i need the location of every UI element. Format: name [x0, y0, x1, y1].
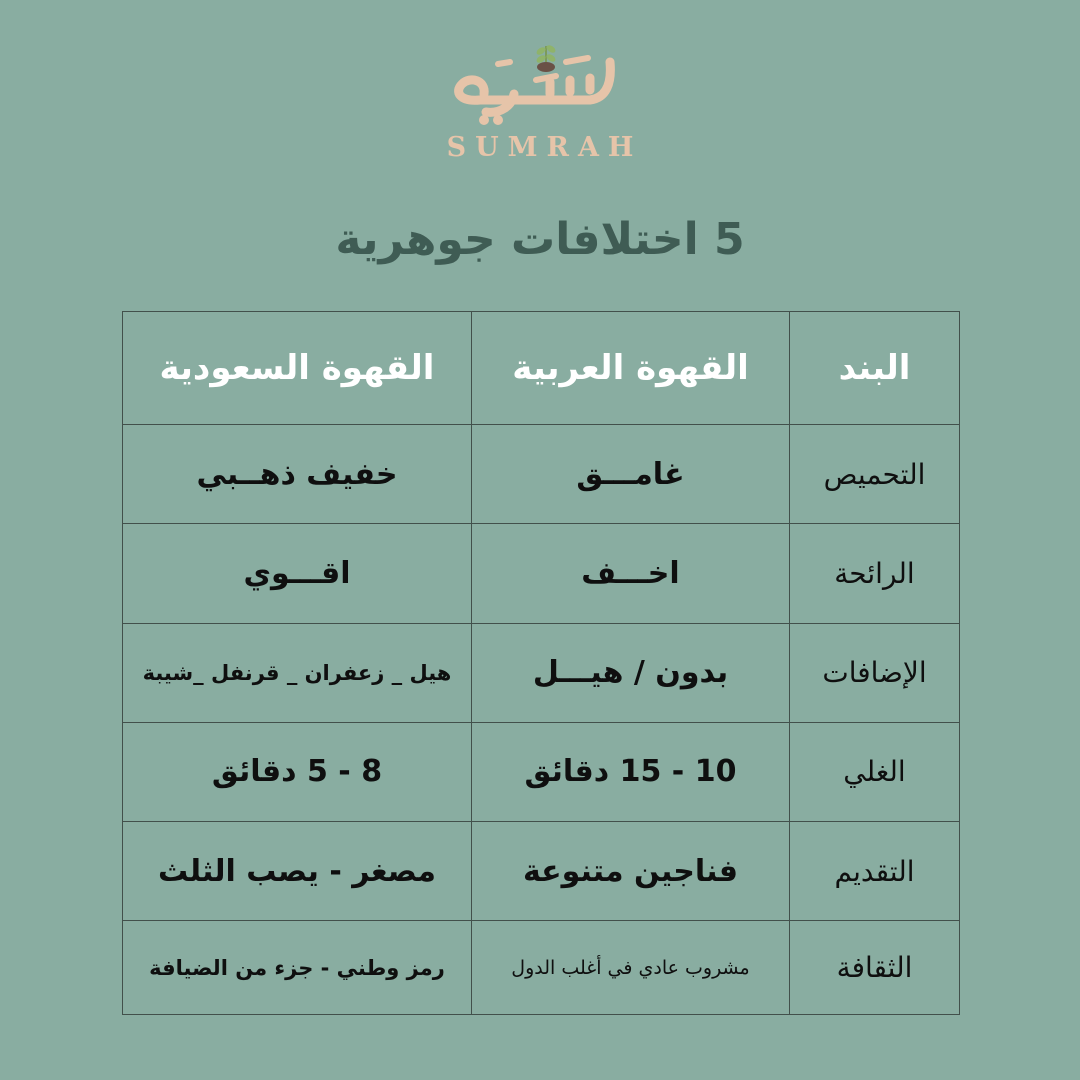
table-row [123, 722, 960, 821]
comparison-table [122, 311, 960, 1015]
brand-logo [0, 40, 1080, 163]
saudi-value: خفيف ذهــبي [123, 425, 472, 524]
saudi-value: رمز وطني - جزء من الضيافة [123, 921, 472, 1015]
row-label: الغلي [790, 722, 960, 821]
saudi-value: مصغر - يصب الثلث [123, 821, 472, 920]
sprig-icon [535, 44, 557, 72]
row-label: التحميص [790, 425, 960, 524]
brand-latin-name: SUMRAH [446, 132, 643, 163]
page-title: 5 اختلافات جوهرية [335, 214, 745, 265]
table-row [123, 921, 960, 1015]
table-header-row [123, 312, 960, 425]
header-arabic-coffee: القهوة العربية [472, 312, 790, 425]
saudi-value: هيل _ زعفران _ قرنفل _شيبة [123, 623, 472, 722]
arabic-value: غامـــق [472, 425, 790, 524]
row-label: الرائحة [790, 524, 960, 623]
table-row [123, 425, 960, 524]
arabic-value: بدون / هيـــل [472, 623, 790, 722]
row-label: الثقافة [790, 921, 960, 1015]
saudi-value: 8 - 5 دقائق [123, 722, 472, 821]
saudi-value: اقـــوي [123, 524, 472, 623]
table-row [123, 524, 960, 623]
table-row [123, 623, 960, 722]
sumrah-logo-mark [440, 40, 640, 130]
arabic-value: 10 - 15 دقائق [472, 722, 790, 821]
row-label: التقديم [790, 821, 960, 920]
row-label: الإضافات [790, 623, 960, 722]
header-saudi-coffee: القهوة السعودية [123, 312, 472, 425]
table-row [123, 821, 960, 920]
header-item: البند [790, 312, 960, 425]
arabic-value: اخـــف [472, 524, 790, 623]
arabic-value: مشروب عادي في أغلب الدول [472, 921, 790, 1015]
arabic-value: فناجين متنوعة [472, 821, 790, 920]
